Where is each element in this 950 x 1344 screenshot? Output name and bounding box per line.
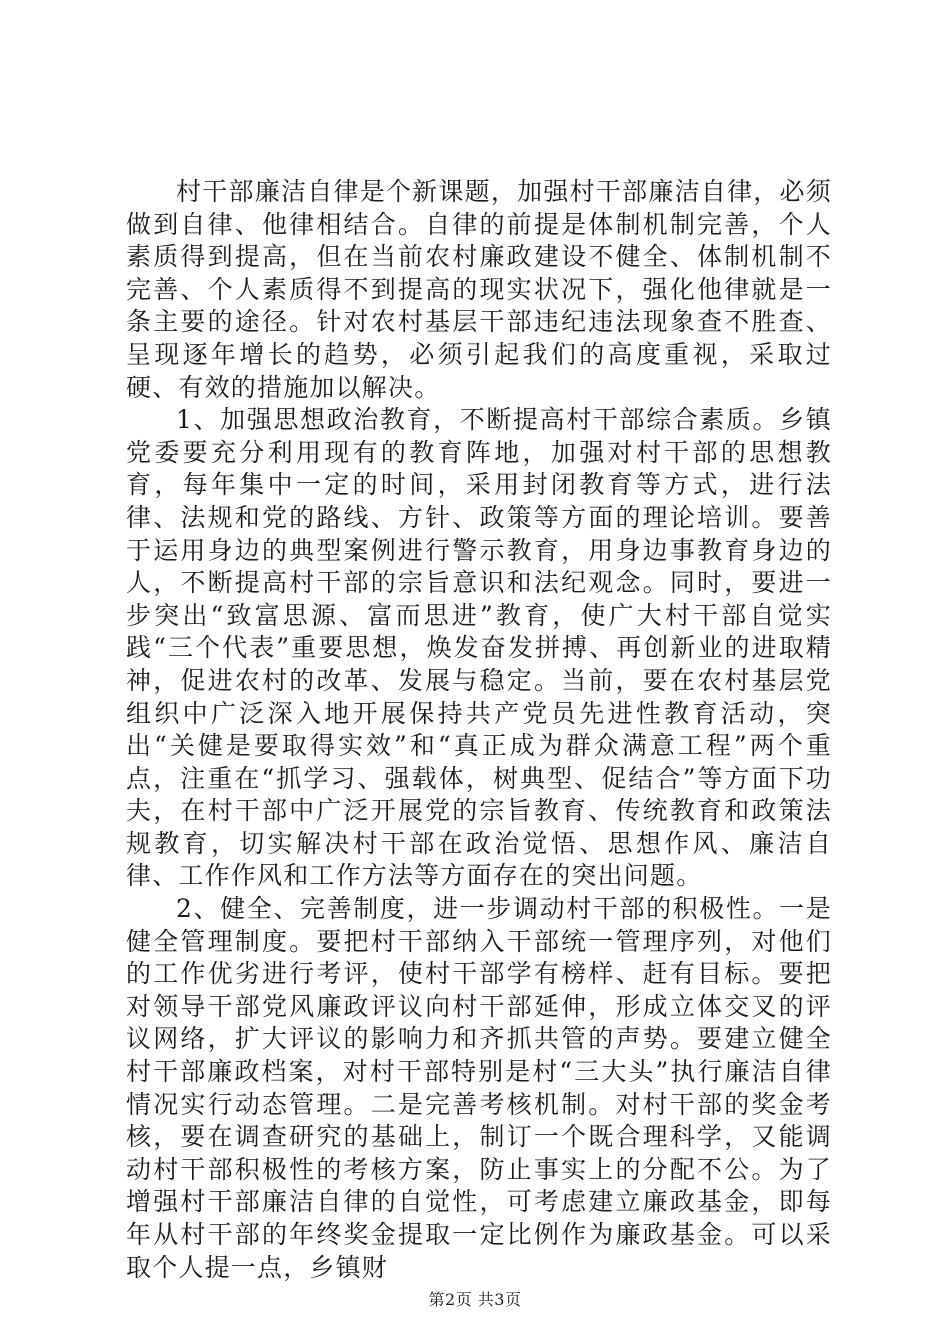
paragraph-section-2: 2、健全、完善制度，进一步调动村干部的积极性。一是健全管理制度。要把村干部纳入干部统一管理序列，对他们的工作优劣进行考评，使村干部学有榜样、赶有目标。要把对领导干部党风廉政评议向村干部延伸，形成立体交叉的评议网络，扩大评议的影响力和齐抓共管的声势。要建立健全村干部廉政档案，对村干部特别是村“三大头”执行廉洁自律情况实行动态管理。二是完善考核机制。对村干部的奖金考核，要在调查研究的基础上，制订一个既合理科学，又能调动村干部积极性的考核方案，防止事实上的分配不公。为了增强村干部廉洁自律的自觉性，可考虑建立廉政基金，即每年从村干部的年终奖金提取一定比例作为廉政基金。可以采取个人提一点，乡镇财 (126, 894, 832, 1282)
paragraph-section-1: 1、加强思想政治教育，不断提高村干部综合素质。乡镇党委要充分利用现有的教育阵地，加强对村干部的思想教育，每年集中一定的时间，采用封闭教育等方式，进行法律、法规和党的路线、方针、政策等方面的理论培训。要善于运用身边的典型案例进行警示教育，用身边事教育身边的人，不断提高村干部的宗旨意识和法纪观念。同时，要进一步突出“致富思源、富而思进”教育，使广大村干部自觉实践“三个代表”重要思想，焕发奋发拼搏、再创新业的进取精神，促进农村的改革、发展与稳定。当前，要在农村基层党组织中广泛深入地开展保持共产党员先进性教育活动，突出“关健是要取得实效”和“真正成为群众满意工程”两个重点，注重在“抓学习、强载体，树典型、促结合”等方面下功夫，在村干部中广泛开展党的宗旨教育、传统教育和政策法规教育，切实解决村干部在政治觉悟、思想作风、廉洁自律、工作作风和工作方法等方面存在的突出问题。 (126, 405, 832, 891)
document-body (126, 176, 832, 1284)
page-number-footer: 第2页 共3页 (428, 1290, 522, 1309)
paragraph-intro: 村干部廉洁自律是个新课题，加强村干部廉洁自律，必须做到自律、他律相结合。自律的前提是体制机制完善，个人素质得到提高，但在当前农村廉政建设不健全、体制机制不完善、个人素质得不到提高的现实状况下，强化他律就是一条主要的途径。针对农村基层干部违纪违法现象查不胜查、呈现逐年增长的趋势，必须引起我们的高度重视，采取过硬、有效的措施加以解决。 (126, 177, 832, 402)
